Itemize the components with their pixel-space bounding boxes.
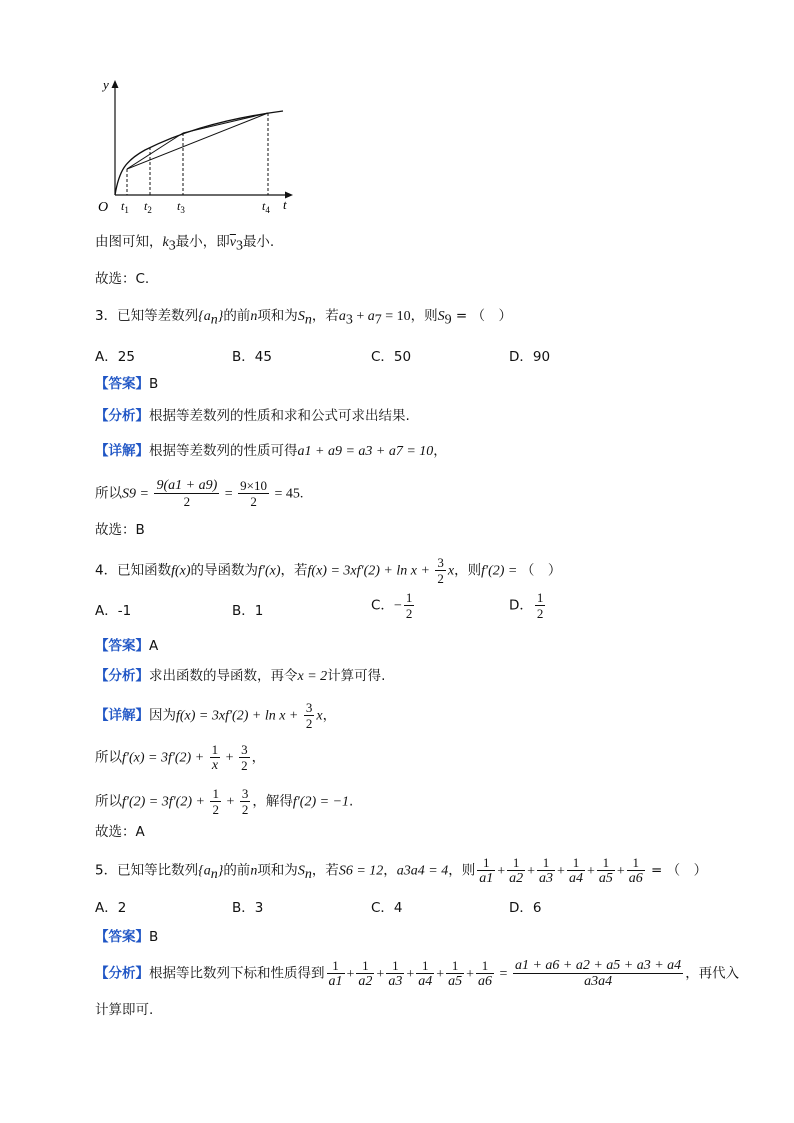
chord-t1-t4: [127, 113, 268, 169]
reciprocal-frac: $\frac{1}{a1}$: [479, 855, 494, 886]
reciprocal-frac: $\frac{1}{a2}$: [509, 855, 524, 886]
function-graph: [95, 75, 300, 215]
q3-frac2: $\frac{9\times 10}{2}$: [240, 478, 267, 509]
reciprocal-frac: $\frac{1}{a6}$: [478, 958, 493, 989]
q4-stem: 4．已知函数f(x)的导函数为f′(x)，若f(x) = 3xf′(2) + ln x + $\frac{3}{2}$ x，则f′(2) = （ ）: [95, 555, 562, 586]
q4-substitute: 所以f′(2) = 3f′(2) + $\frac{1}{2}$ + $\frac{3}{2}$ ，解得f′(2) = −1.: [95, 786, 354, 817]
origin-label: O: [98, 200, 109, 215]
q5-answer: 【答案】B: [95, 929, 159, 945]
plus-sign: +: [466, 966, 475, 982]
q4-analysis: 【分析】求出函数的导函数，再令x = 2计算可得.: [95, 668, 386, 684]
plus-sign: +: [616, 863, 625, 879]
chord-t1-t3: [127, 133, 183, 169]
q4-choice: 故选：A: [95, 824, 145, 840]
q5-reciprocal-sum: [475, 855, 647, 886]
plus-sign: +: [436, 966, 445, 982]
q4-stem-frac: $\frac{3}{2}$: [437, 555, 444, 586]
reciprocal-frac: $\frac{1}{a6}$: [628, 855, 643, 886]
q5-option-c: C．4: [371, 900, 403, 916]
reciprocal-frac: $\frac{1}{a2}$: [358, 958, 373, 989]
q2-choice: 故选：C.: [95, 271, 150, 287]
q5-big-frac: $\frac{a1 + a6 + a2 + a5 + a3 + a4}{a3a4}$: [514, 958, 682, 989]
plus-sign: +: [406, 966, 415, 982]
q2-conclusion: 由图可知，$k_3$最小，即$\overline{v}_3$最小.: [95, 234, 275, 254]
q4-derivative: 所以f′(x) = 3f′(2) + $\frac{1}{x}$ + $\frac{3}{2}$ ，: [95, 742, 266, 773]
q4-option-a: A．-1: [95, 603, 132, 619]
q3-analysis: 【分析】根据等差数列的性质和求和公式可求出结果.: [95, 408, 410, 424]
reciprocal-frac: $\frac{1}{a1}$: [328, 958, 343, 989]
q5-option-a: A．2: [95, 900, 127, 916]
reciprocal-frac: $\frac{1}{a5}$: [448, 958, 463, 989]
plus-sign: +: [346, 966, 355, 982]
q3-stem: 3．已知等差数列$\{a_n\}$的前n项和为$S_n$，若$a_3 + a_7 = 10$，则$S_9$ = （ ）: [95, 308, 513, 328]
q5-stem: 5．已知等比数列$\{a_n\}$的前n项和为$S_n$，若S6 = 12，a3a4 = 4，则 $\frac{1}{a1}$ + $\frac{1}{a2}$ + $\frac{1}{a3}$ + $\frac{1}{a4}$ + $\frac{1}{a5}$ + $\frac{1}{a6}$ = （ ）: [95, 855, 708, 886]
q5-analysis: 【分析】根据等比数列下标和性质得到 $\frac{1}{a1}$ + $\frac{1}{a2}$ + $\frac{1}{a3}$ + $\frac{1}{a4}$ + $\frac{1}{a5}$ + $\frac{1}{a6}$ = $\frac{a1 + a6 + a2 + a5 + a3 + a4}{a3a4}$ ，再代入: [95, 958, 740, 989]
plus-sign: +: [586, 863, 595, 879]
q3-option-c: C．50: [371, 349, 412, 365]
curve: [115, 111, 283, 195]
t2-label: $t_2$: [144, 199, 152, 215]
q5-analysis-cont: 计算即可.: [95, 1002, 154, 1018]
q5-analysis-sum: [325, 958, 497, 989]
q4-answer: 【答案】A: [95, 638, 159, 654]
reciprocal-frac: $\frac{1}{a4}$: [418, 958, 433, 989]
reciprocal-frac: $\frac{1}{a3}$: [388, 958, 403, 989]
reciprocal-frac: $\frac{1}{a4}$: [568, 855, 583, 886]
t4-label: $t_4$: [262, 199, 270, 215]
y-label: y: [103, 77, 109, 92]
q3-option-a: A．25: [95, 349, 135, 365]
reciprocal-frac: $\frac{1}{a5}$: [598, 855, 613, 886]
q3-choice: 故选：B: [95, 522, 145, 538]
q3-frac1: $\frac{9(a1 + a9)}{2}$: [156, 478, 218, 509]
plus-sign: +: [557, 863, 565, 879]
t-axis-label: t: [283, 197, 287, 212]
y-axis-arrow: [112, 80, 119, 88]
q4-detail: 【详解】因为f(x) = 3xf′(2) + ln x + $\frac{3}{2}$ x，: [95, 700, 337, 731]
q3-answer: 【答案】B: [95, 376, 159, 392]
q4-option-c: C．− $\frac{1}{2}$: [371, 590, 413, 621]
q4-option-d: D． $\frac{1}{2}$: [509, 590, 544, 621]
q3-option-b: B．45: [232, 349, 272, 365]
plus-sign: +: [527, 863, 536, 879]
q4-option-b: B．1: [232, 603, 264, 619]
plus-sign: +: [376, 966, 385, 982]
q3-detail: 【详解】根据等差数列的性质可得a1 + a9 = a3 + a7 = 10，: [95, 443, 447, 459]
q3-option-d: D．90: [509, 349, 551, 365]
t3-label: $t_3$: [177, 199, 185, 215]
q5-option-d: D．6: [509, 900, 542, 916]
plus-sign: +: [497, 863, 506, 879]
q5-option-b: B．3: [232, 900, 264, 916]
t1-label: $t_1$: [121, 199, 129, 215]
reciprocal-frac: $\frac{1}{a3}$: [539, 855, 554, 886]
q3-calc: 所以S9 = $\frac{9(a1 + a9)}{2}$ = $\frac{9\times 10}{2}$ = 45.: [95, 478, 304, 509]
